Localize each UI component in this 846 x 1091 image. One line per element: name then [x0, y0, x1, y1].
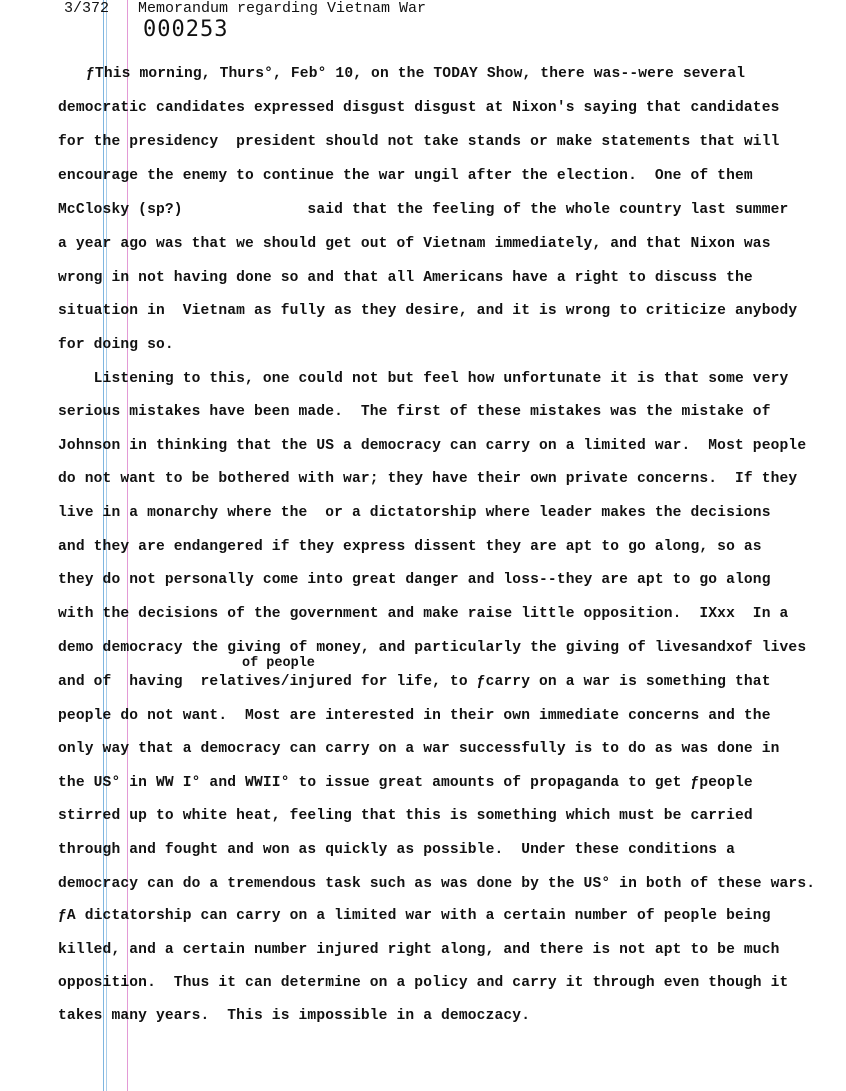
text-line: democratic candidates expressed disgust disgust at Nixon's saying that candidates [58, 100, 780, 116]
handwritten-insertion: of people [242, 656, 315, 671]
document-reference: 3/372 [64, 0, 110, 17]
text-line: for doing so. [58, 337, 174, 353]
text-line: do not want to be bothered with war; they have their own private concerns. If they [58, 471, 798, 487]
text-line: Johnson in thinking that the US a democracy can carry on a limited war. Most people [58, 438, 807, 454]
text-line: demo democracy the giving of money, and particularly the giving of livesandxof lives [58, 640, 807, 656]
text-line: encourage the enemy to continue the war ungil after the election. One of them [58, 168, 753, 184]
text-line: live in a monarchy where the or a dictatorship where leader makes the decisions [58, 505, 771, 521]
text-line: situation in Vietnam as fully as they desire, and it is wrong to criticize anybody [58, 303, 798, 319]
text-line: takes many years. This is impossible in a democzacy. [58, 1008, 531, 1024]
text-line: serious mistakes have been made. The first of these mistakes was the mistake of [58, 404, 771, 420]
text-line: and of having relatives/injured for life, to ƒcarry on a war is something that [58, 674, 771, 690]
text-line: ƒA dictatorship can carry on a limited war with a certain number of people being [58, 908, 771, 924]
text-line: only way that a democracy can carry on a war successfully is to do as was done in [58, 741, 780, 757]
text-line: democracy can do a tremendous task such as was done by the US° in both of these wars. [58, 876, 816, 892]
text-line: for the presidency president should not take stands or make statements that will [58, 134, 780, 150]
text-line: and they are endangered if they express dissent they are apt to go along, so as [58, 539, 762, 555]
text-line: killed, and a certain number injured right along, and there is not apt to be much [58, 942, 780, 958]
text-line: with the decisions of the government and make raise little opposition. IXxx In a [58, 606, 789, 622]
text-line: ƒThis morning, Thurs°, Feb° 10, on the TODAY Show, there was--were several [86, 66, 746, 82]
text-line: Listening to this, one could not but feel how unfortunate it is that some very [58, 371, 789, 387]
text-line: opposition. Thus it can determine on a policy and carry it through even though it [58, 975, 789, 991]
text-line: McClosky (sp?) said that the feeling of the whole country last summer [58, 202, 789, 218]
text-line: people do not want. Most are interested in their own immediate concerns and the [58, 708, 771, 724]
text-line: wrong in not having done so and that all Americans have a right to discuss the [58, 270, 753, 286]
document-number: 000253 [143, 17, 229, 42]
text-line: a year ago was that we should get out of Vietnam immediately, and that Nixon was [58, 236, 771, 252]
text-line: the US° in WW I° and WWII° to issue great amounts of propaganda to get ƒpeople [58, 775, 753, 791]
memo-title: Memorandum regarding Vietnam War [138, 0, 427, 17]
text-line: they do not personally come into great danger and loss--they are apt to go along [58, 572, 771, 588]
text-line: through and fought and won as quickly as possible. Under these conditions a [58, 842, 735, 858]
text-line: stirred up to white heat, feeling that this is something which must be carried [58, 808, 753, 824]
